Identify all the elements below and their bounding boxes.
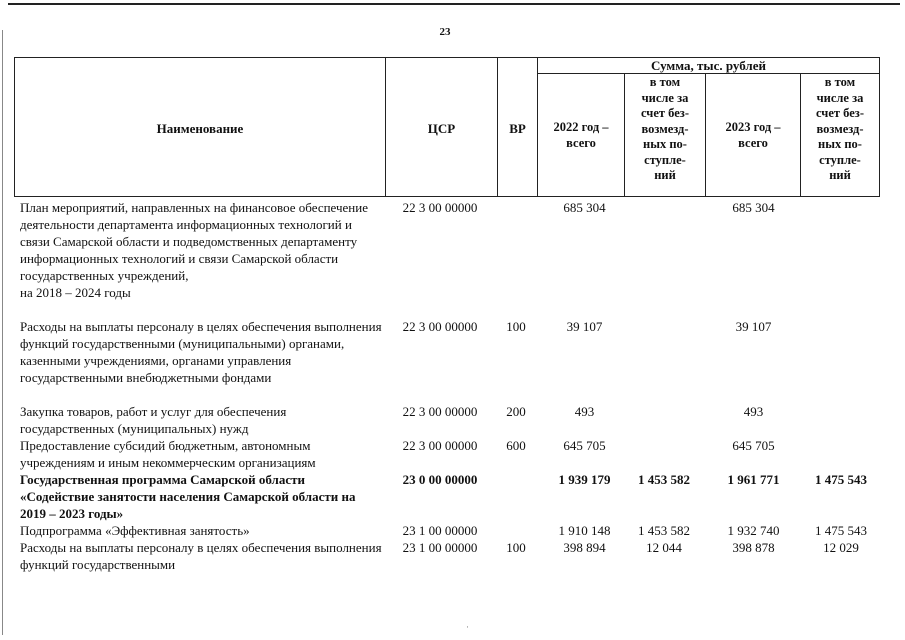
header-divider	[537, 73, 879, 74]
row-name: План мероприятий, направленных на финансовое обеспечение деятельности департамента информационных технологий и связи Самарской области и подведомственных департаменту информационных технологий и связи Самарской области государственных учреждений, на 2018 – 2024 годы	[20, 200, 368, 300]
header-2022-grants: в том числе за счет без- возмезд- ных по- ступле- ний	[641, 75, 689, 182]
row-vr: 200	[506, 404, 526, 419]
row-2022-total: 1 910 148	[558, 523, 611, 538]
row-2022-total: 1 939 179	[558, 472, 611, 487]
row-csr: 22 3 00 00000	[402, 404, 478, 419]
row-2022-total: 645 705	[563, 438, 606, 453]
header-sum: Сумма, тыс. рублей	[651, 58, 766, 73]
page-number: 23	[439, 26, 451, 38]
row-csr: 22 3 00 00000	[402, 438, 478, 453]
row-2022-grants: 12 044	[646, 540, 682, 555]
row-2023-total: 1 932 740	[727, 523, 780, 538]
row-2022-total: 493	[574, 404, 595, 419]
row-2022-grants: 1 453 582	[638, 523, 690, 538]
table-header	[14, 57, 880, 197]
row-2023-total: 1 961 771	[727, 472, 780, 487]
row-2023-total: 645 705	[732, 438, 775, 453]
row-2023-total: 39 107	[735, 319, 772, 334]
top-border-line	[8, 3, 900, 5]
row-2023-total: 685 304	[732, 200, 775, 215]
row-name: Закупка товаров, работ и услуг для обеспечения государственных (муниципальных) нужд	[20, 404, 287, 436]
row-2023-grants: 12 029	[823, 540, 859, 555]
row-name: Предоставление субсидий бюджетным, автономным учреждениям и иным некоммерческим организациям	[20, 438, 316, 470]
row-2023-total: 398 878	[732, 540, 775, 555]
left-scan-edge	[2, 30, 3, 635]
row-name: Подпрограмма «Эффективная занятость»	[20, 523, 250, 538]
row-2022-total: 398 894	[563, 540, 606, 555]
header-csr: ЦСР	[427, 121, 456, 136]
row-vr: 100	[506, 319, 526, 334]
row-csr: 22 3 00 00000	[402, 200, 478, 215]
row-2022-grants: 1 453 582	[638, 472, 690, 487]
row-csr: 23 1 00 00000	[402, 523, 478, 538]
row-name: Расходы на выплаты персоналу в целях обеспечения выполнения функций государственными	[20, 540, 382, 572]
header-2022-total: 2022 год – всего	[553, 120, 609, 150]
row-2023-grants: 1 475 543	[815, 523, 867, 538]
header-2023-grants: в том числе за счет без- возмезд- ных по- ступле- ний	[816, 75, 864, 182]
row-vr: 100	[506, 540, 526, 555]
row-2022-total: 685 304	[563, 200, 606, 215]
row-2023-grants: 1 475 543	[815, 472, 867, 487]
scan-speck: ·	[466, 622, 469, 632]
row-name: Государственная программа Самарской области «Содействие занятости населения Самарской области на 2019 – 2023 годы»	[20, 472, 356, 521]
row-vr: 600	[506, 438, 526, 453]
row-csr: 22 3 00 00000	[402, 319, 478, 334]
row-2023-total: 493	[743, 404, 764, 419]
header-vr: ВР	[509, 121, 526, 136]
header-2023-total: 2023 год – всего	[725, 120, 781, 150]
header-name: Наименование	[156, 121, 244, 136]
row-csr: 23 0 00 00000	[402, 472, 478, 487]
row-name: Расходы на выплаты персоналу в целях обеспечения выполнения функций государственными (муниципальными) органами, казенными учреждениями, органами управления государственными внебюджетными фондами	[20, 319, 382, 385]
row-2022-total: 39 107	[566, 319, 603, 334]
row-csr: 23 1 00 00000	[402, 540, 478, 555]
